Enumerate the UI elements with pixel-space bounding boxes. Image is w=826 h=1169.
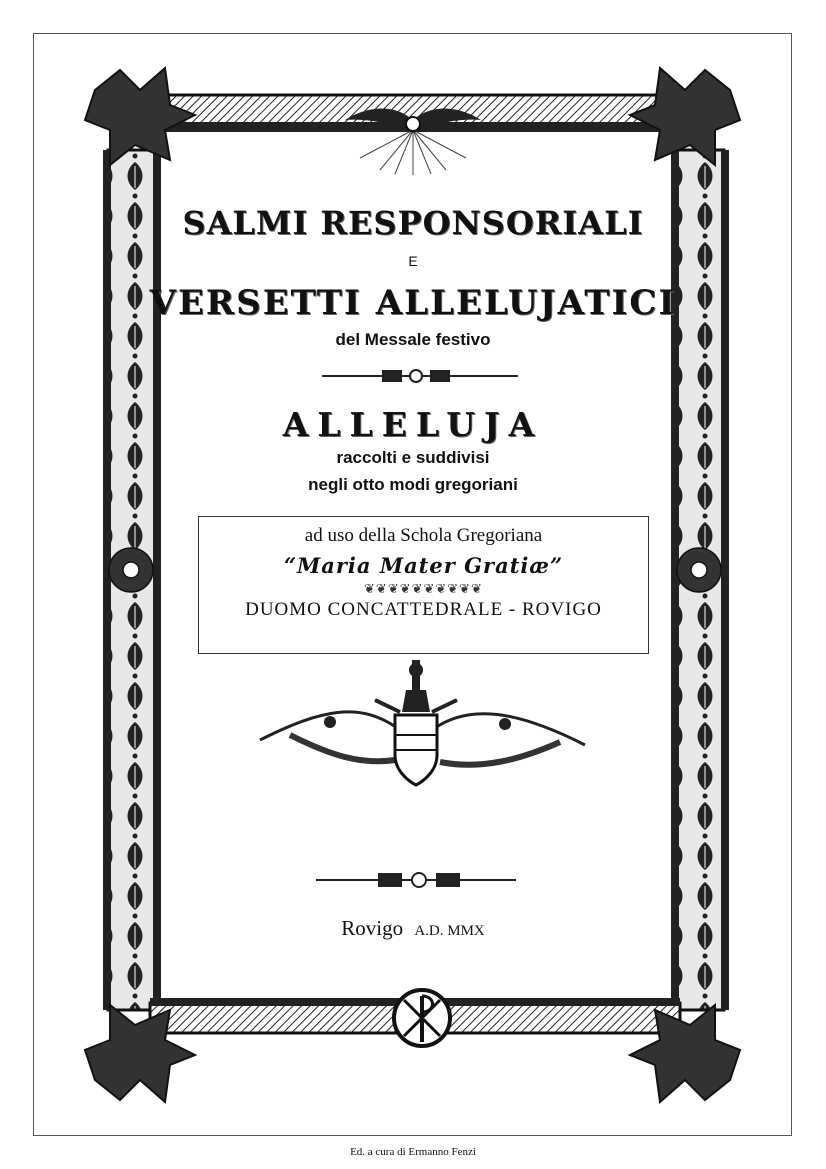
schola-intro: ad uso della Schola Gregoriana [304,525,543,546]
alleluja-description-1: raccolti e suddivisi [336,448,490,467]
chi-rho-icon [394,990,450,1046]
papal-coat-of-arms-icon [260,660,585,785]
title-conjunction: E [408,253,418,269]
divider-ornament [322,370,518,382]
alleluja-heading: ALLELUJA [282,405,544,444]
schola-place: DUOMO CONCATTEDRALE - ROVIGO [245,599,602,620]
year: A.D. MMX [414,923,485,939]
editor-credit: Ed. a cura di Ermanno Fenzi [350,1146,476,1158]
schola-ornament: ❦❦❦❦❦❦❦❦❦❦ [364,581,483,596]
alleluja-description-2: negli otto modi gregoriani [308,475,518,494]
schola-box [198,516,649,654]
winged-sun-icon [345,108,481,175]
place-and-year [0,916,826,941]
city: Rovigo [341,916,404,940]
main-title-line-1: SALMI RESPONSORIALI [182,204,644,242]
main-title-line-2: VERSETTI ALLELUJATICI [149,283,677,323]
schola-name: “Maria Mater Gratiæ” [283,553,564,578]
subtitle: del Messale festivo [335,330,491,349]
divider-ornament [316,873,516,887]
